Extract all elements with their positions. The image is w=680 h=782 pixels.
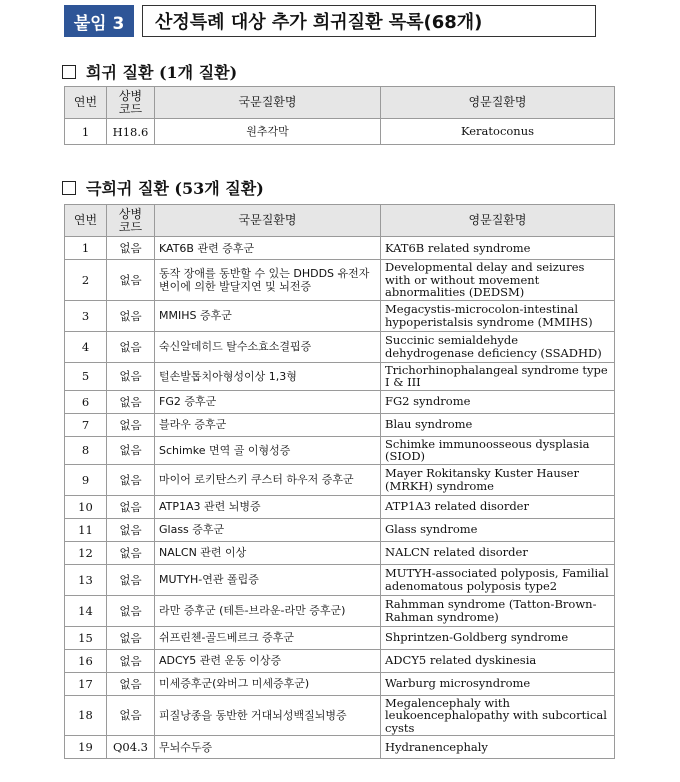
cell-no: 16 bbox=[65, 649, 107, 672]
cell-no: 7 bbox=[65, 413, 107, 436]
cell-no: 19 bbox=[65, 736, 107, 759]
table-row bbox=[65, 695, 615, 736]
cell-no: 17 bbox=[65, 672, 107, 695]
cell-kr: 숙신알데히드 탈수소효소결핍증 bbox=[155, 331, 381, 362]
rare-section-label: 희귀 질환 (1개 질환) bbox=[86, 63, 238, 82]
cell-en: Megalencephaly with leukoencephalopathy with subcortical cysts bbox=[381, 695, 615, 736]
table-row bbox=[65, 495, 615, 518]
cell-code: 없음 bbox=[107, 626, 155, 649]
cell-kr: 미세증후군(와버그 미세증후군) bbox=[155, 672, 381, 695]
table-row bbox=[65, 649, 615, 672]
cell-en: Warburg microsyndrome bbox=[381, 672, 615, 695]
table-row bbox=[65, 237, 615, 260]
cell-code: 없음 bbox=[107, 300, 155, 331]
checkbox-icon bbox=[62, 65, 76, 79]
cell-kr: MUTYH-연관 폴립증 bbox=[155, 564, 381, 595]
table-row bbox=[65, 260, 615, 301]
page-title: 산정특례 대상 추가 희귀질환 목록(68개) bbox=[142, 5, 596, 37]
cell-en: Succinic semialdehyde dehydrogenase deficiency (SSADHD) bbox=[381, 331, 615, 362]
col-header-no: 연번 bbox=[65, 87, 107, 119]
rare-disease-table bbox=[64, 86, 615, 145]
cell-code: 없음 bbox=[107, 260, 155, 301]
table-row bbox=[65, 362, 615, 390]
ultra-section-label: 극희귀 질환 (53개 질환) bbox=[86, 179, 264, 198]
cell-no: 12 bbox=[65, 541, 107, 564]
cell-en: ADCY5 related dyskinesia bbox=[381, 649, 615, 672]
cell-en: Megacystis-microcolon-intestinal hypoperistalsis syndrome (MMIHS) bbox=[381, 300, 615, 331]
cell-no: 5 bbox=[65, 362, 107, 390]
cell-no: 1 bbox=[65, 237, 107, 260]
col-header-code: 상병 코드 bbox=[107, 87, 155, 119]
cell-code: 없음 bbox=[107, 464, 155, 495]
table-row bbox=[65, 564, 615, 595]
cell-no: 2 bbox=[65, 260, 107, 301]
cell-en: Keratoconus bbox=[381, 119, 615, 145]
cell-no: 1 bbox=[65, 119, 107, 145]
col-header-kr: 국문질환명 bbox=[155, 87, 381, 119]
cell-kr: 쉬프린첸-골드베르크 증후군 bbox=[155, 626, 381, 649]
cell-en: Schimke immunoosseous dysplasia (SIOD) bbox=[381, 436, 615, 464]
page-header bbox=[64, 4, 596, 38]
cell-no: 8 bbox=[65, 436, 107, 464]
table-row bbox=[65, 436, 615, 464]
cell-kr: 털손발톱치아형성이상 1,3형 bbox=[155, 362, 381, 390]
cell-no: 15 bbox=[65, 626, 107, 649]
cell-code: 없음 bbox=[107, 495, 155, 518]
cell-code: 없음 bbox=[107, 564, 155, 595]
table-row bbox=[65, 390, 615, 413]
cell-kr: FG2 증후군 bbox=[155, 390, 381, 413]
cell-en: Blau syndrome bbox=[381, 413, 615, 436]
col-header-kr: 국문질환명 bbox=[155, 205, 381, 237]
col-header-en: 영문질환명 bbox=[381, 87, 615, 119]
cell-kr: ATP1A3 관련 뇌병증 bbox=[155, 495, 381, 518]
cell-no: 14 bbox=[65, 595, 107, 626]
table-row bbox=[65, 119, 615, 145]
cell-kr: 원추각막 bbox=[155, 119, 381, 145]
cell-no: 9 bbox=[65, 464, 107, 495]
cell-en: Glass syndrome bbox=[381, 518, 615, 541]
cell-kr: 라만 증후군 (테튼-브라운-라만 증후군) bbox=[155, 595, 381, 626]
cell-code: 없음 bbox=[107, 413, 155, 436]
cell-kr: 무뇌수두증 bbox=[155, 736, 381, 759]
ultra-section-title bbox=[62, 176, 264, 199]
cell-en: KAT6B related syndrome bbox=[381, 237, 615, 260]
table-row bbox=[65, 736, 615, 759]
table-row bbox=[65, 595, 615, 626]
cell-no: 11 bbox=[65, 518, 107, 541]
cell-code: H18.6 bbox=[107, 119, 155, 145]
cell-code: 없음 bbox=[107, 237, 155, 260]
col-header-no: 연번 bbox=[65, 205, 107, 237]
table-header-row bbox=[65, 205, 615, 237]
ultra-rare-disease-table bbox=[64, 204, 615, 759]
cell-kr: 동작 장애를 동반할 수 있는 DHDDS 유전자 변이에 의한 발달지연 및 뇌전증 bbox=[155, 260, 381, 301]
cell-en: FG2 syndrome bbox=[381, 390, 615, 413]
attachment-badge: 붙임 3 bbox=[64, 5, 134, 37]
col-header-code: 상병 코드 bbox=[107, 205, 155, 237]
cell-code: 없음 bbox=[107, 595, 155, 626]
cell-code: 없음 bbox=[107, 672, 155, 695]
cell-code: 없음 bbox=[107, 649, 155, 672]
cell-code: 없음 bbox=[107, 436, 155, 464]
table-row bbox=[65, 518, 615, 541]
table-row bbox=[65, 464, 615, 495]
cell-no: 4 bbox=[65, 331, 107, 362]
rare-section-title bbox=[62, 60, 237, 83]
col-header-en: 영문질환명 bbox=[381, 205, 615, 237]
cell-code: 없음 bbox=[107, 541, 155, 564]
cell-kr: MMIHS 증후군 bbox=[155, 300, 381, 331]
cell-code: 없음 bbox=[107, 390, 155, 413]
table-row bbox=[65, 413, 615, 436]
cell-code: 없음 bbox=[107, 695, 155, 736]
cell-kr: Schimke 면역 골 이형성증 bbox=[155, 436, 381, 464]
table-row bbox=[65, 300, 615, 331]
table-row bbox=[65, 331, 615, 362]
cell-kr: ADCY5 관련 운동 이상증 bbox=[155, 649, 381, 672]
cell-en: ATP1A3 related disorder bbox=[381, 495, 615, 518]
cell-no: 10 bbox=[65, 495, 107, 518]
cell-kr: 블라우 증후군 bbox=[155, 413, 381, 436]
cell-en: Developmental delay and seizures with or without movement abnormalities (DEDSM) bbox=[381, 260, 615, 301]
cell-en: Mayer Rokitansky Kuster Hauser (MRKH) syndrome bbox=[381, 464, 615, 495]
cell-code: 없음 bbox=[107, 331, 155, 362]
table-row bbox=[65, 626, 615, 649]
cell-en: Rahmman syndrome (Tatton-Brown-Rahman syndrome) bbox=[381, 595, 615, 626]
cell-no: 6 bbox=[65, 390, 107, 413]
cell-code: 없음 bbox=[107, 518, 155, 541]
cell-kr: NALCN 관련 이상 bbox=[155, 541, 381, 564]
cell-no: 18 bbox=[65, 695, 107, 736]
cell-code: 없음 bbox=[107, 362, 155, 390]
cell-kr: KAT6B 관련 증후군 bbox=[155, 237, 381, 260]
table-header-row bbox=[65, 87, 615, 119]
cell-kr: Glass 증후군 bbox=[155, 518, 381, 541]
cell-en: MUTYH-associated polyposis, Familial adenomatous polyposis type2 bbox=[381, 564, 615, 595]
cell-no: 13 bbox=[65, 564, 107, 595]
table-row bbox=[65, 672, 615, 695]
cell-en: Trichorhinophalangeal syndrome type I & III bbox=[381, 362, 615, 390]
cell-en: Hydranencephaly bbox=[381, 736, 615, 759]
cell-no: 3 bbox=[65, 300, 107, 331]
table-row bbox=[65, 541, 615, 564]
cell-code: Q04.3 bbox=[107, 736, 155, 759]
cell-en: NALCN related disorder bbox=[381, 541, 615, 564]
checkbox-icon bbox=[62, 181, 76, 195]
cell-kr: 마이어 로키탄스키 쿠스터 하우저 증후군 bbox=[155, 464, 381, 495]
cell-kr: 피질낭종을 동반한 거대뇌성백질뇌병증 bbox=[155, 695, 381, 736]
cell-en: Shprintzen-Goldberg syndrome bbox=[381, 626, 615, 649]
